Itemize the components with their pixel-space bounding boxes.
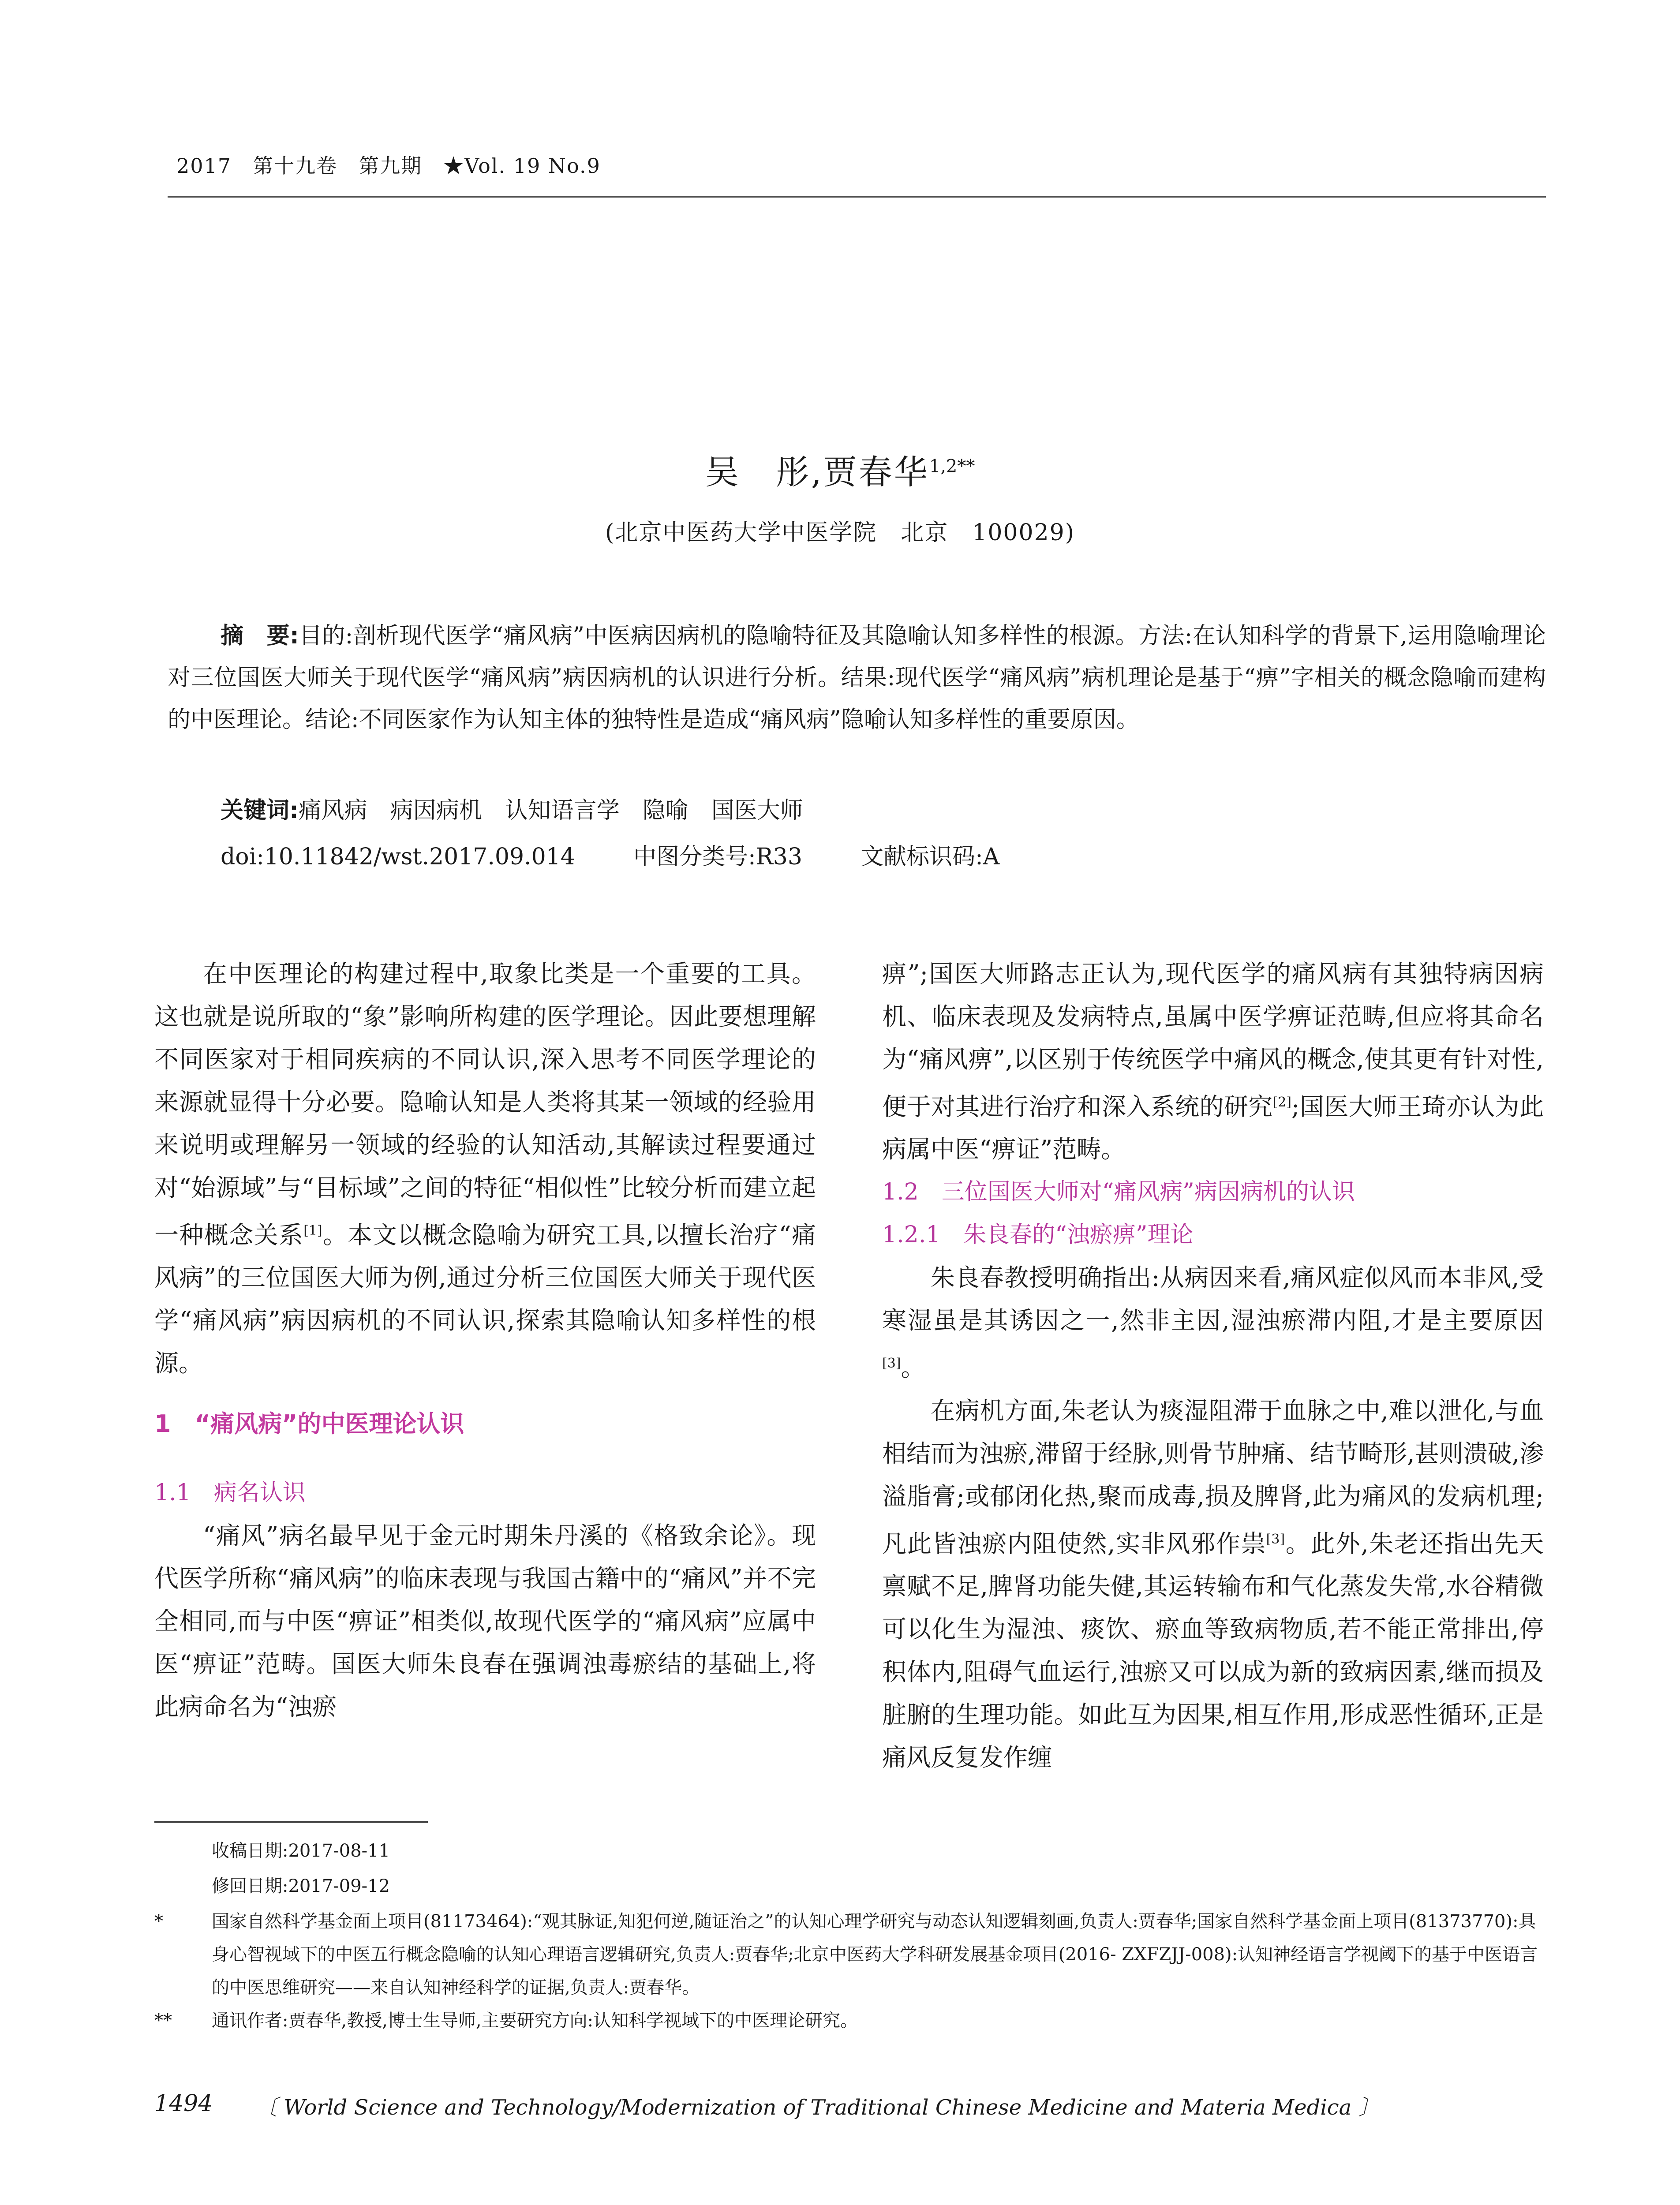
paragraph-continued <box>882 953 1544 1171</box>
keywords-label: 关键词: <box>221 797 299 824</box>
clc-number: 中图分类号:R33 <box>633 844 802 870</box>
paragraph <box>882 1390 1544 1779</box>
subsection-heading-1-1: 1.1 病名认识 <box>154 1480 306 1506</box>
author-names: 吴 彤,贾春华 <box>705 452 929 492</box>
footnote-mark: ** <box>154 2011 172 2031</box>
citation: [3] <box>882 1356 901 1372</box>
citation: [3] <box>1266 1531 1285 1547</box>
paragraph-text-tail: 。 <box>901 1353 925 1382</box>
keywords <box>221 792 803 825</box>
journal-name: 〔 World Science and Technology/Modernization of Traditional Chinese Medicine and Materia Medica 〕 <box>256 2095 1380 2120</box>
subsection-heading-1-2: 1.2 三位国医大师对“痛风病”病因病机的认识 <box>882 1179 1355 1206</box>
citation: [1] <box>303 1223 322 1238</box>
paragraph-text: 痹”;国医大师路志正认为,现代医学的痛风病有其独特病因病机、临床表现及发病特点,虽属中医学痹证范畴,但应将其命名为“痛风痹”,以区别于传统医学中痛风的概念,使其更有针对性,便于对其进行治疗和深入系统的研究 <box>882 960 1544 1121</box>
abstract-label: 摘 要: <box>221 623 299 649</box>
section-heading-1: 1 “痛风病”的中医理论认识 <box>154 1410 464 1438</box>
paragraph-text: 朱良春教授明确指出:从病因来看,痛风症似风而本非风,受寒湿虽是其诱因之一,然非主因,湿浊瘀滞内阻,才是主要原因 <box>882 1263 1544 1335</box>
footnote-rule <box>154 1821 428 1823</box>
subsection-heading-1-2-1: 1.2.1 朱良春的“浊瘀痹”理论 <box>882 1222 1194 1248</box>
author-line <box>0 445 1680 493</box>
paragraph-text: 在病机方面,朱老认为痰湿阻滞于血脉之中,难以泄化,与血相结而为浊瘀,滞留于经脉,则骨节肿痛、结节畸形,甚则溃破,渗溢脂膏;或郁闭化热,聚而成毒,损及脾肾,此为痛风的发病机理;凡此皆浊瘀内阻使然,实非风邪作祟 <box>882 1396 1544 1558</box>
paragraph: “痛风”病名最早见于金元时期朱丹溪的《格致余论》。现代医学所称“痛风病”的临床表现与我国古籍中的“痛风”并不完全相同,而与中医“痹证”相类似,故现代医学的“痛风病”应属中医“痹证”范畴。国医大师朱良春在强调浊毒瘀结的基础上,将此病命名为“浊瘀 <box>154 1521 816 1721</box>
corresponding-text: 通讯作者:贾春华,教授,博士生导师,主要研究方向:认知科学视域下的中医理论研究。 <box>212 2011 858 2031</box>
paragraph <box>882 1256 1544 1389</box>
article-meta <box>221 838 999 871</box>
corresponding-footnote <box>154 2004 1544 2037</box>
page-number: 1494 <box>154 2090 213 2117</box>
abstract-text: 目的:剖析现代医学“痛风病”中医病因病机的隐喻特征及其隐喻认知多样性的根源。方法:在认知科学的背景下,运用隐喻理论对三位国医大师关于现代医学“痛风病”病因病机的认识进行分析。结果:现代医学“痛风病”病机理论是基于“痹”字相关的概念隐喻而建构的中医理论。结论:不同医家作为认知主体的独特性是造成“痛风病”隐喻认知多样性的重要原因。 <box>168 623 1546 733</box>
funding-text: 国家自然科学基金面上项目(81173464):“观其脉证,知犯何逆,随证治之”的认知心理学研究与动态认知逻辑刻画,负责人:贾春华;国家自然科学基金面上项目(81373770):具身心智视域下的中医五行概念隐喻的认知心理语言逻辑研究,负责人:贾春华;北京中医药大学科研发展基金项目(2016- ZXFZJJ-008):认知神经语言学视阈下的基于中医语言的中医思维研究——来自认知神经科学的证据,负责人:贾春华。 <box>212 1911 1538 1998</box>
funding-footnote <box>154 1905 1544 2004</box>
paragraph-text-tail: ;国医大师王琦亦认为此病属中医“痹证”范畴。 <box>882 1092 1544 1164</box>
keywords-text: 痛风病 病因病机 认知语言学 隐喻 国医大师 <box>298 797 803 824</box>
document-code: 文献标识码:A <box>861 844 1000 870</box>
doi: doi:10.11842/wst.2017.09.014 <box>221 844 575 870</box>
intro-text: 在中医理论的构建过程中,取象比类是一个重要的工具。这也就是说所取的“象”影响所构建的医学理论。因此要想理解不同医家对于相同疾病的不同认识,深入思考不同医学理论的来源就显得十分必要。隐喻认知是人类将其某一领域的经验用来说明或理解另一领域的经验的认知活动,其解读过程要通过对“始源域”与“目标域”之间的特征“相似性”比较分析而建立起一种概念关系 <box>154 960 816 1249</box>
author-marks: 1,2** <box>929 456 975 477</box>
affiliation: (北京中医药大学中医学院 北京 100029) <box>605 519 1075 546</box>
received-date: 收稿日期:2017-08-11 <box>212 1841 390 1861</box>
intro-paragraph <box>154 953 816 1385</box>
running-header: 2017 第十九卷 第九期 ★Vol. 19 No.9 <box>176 154 601 178</box>
revised-date: 修回日期:2017-09-12 <box>212 1876 390 1896</box>
paragraph-text-tail: 。此外,朱老还指出先天禀赋不足,脾肾功能失健,其运转输布和气化蒸发失常,水谷精微可以化生为湿浊、痰饮、瘀血等致病物质,若不能正常排出,停积体内,阻碍气血运行,浊瘀又可以成为新的致病因素,继而损及脏腑的生理功能。如此互为因果,相互作用,形成恶性循环,正是痛风反复发作缠 <box>882 1529 1544 1771</box>
abstract <box>168 615 1546 741</box>
citation: [2] <box>1272 1095 1292 1110</box>
header-rule <box>168 196 1546 198</box>
right-column <box>882 953 1544 1779</box>
left-column <box>154 953 816 1728</box>
footnote-mark: * <box>154 1911 163 1932</box>
intro-text-tail: 。本文以概念隐喻为研究工具,以擅长治疗“痛风病”的三位国医大师为例,通过分析三位国医大师关于现代医学“痛风病”病因病机的不同认识,探索其隐喻认知多样性的根源。 <box>154 1221 816 1378</box>
